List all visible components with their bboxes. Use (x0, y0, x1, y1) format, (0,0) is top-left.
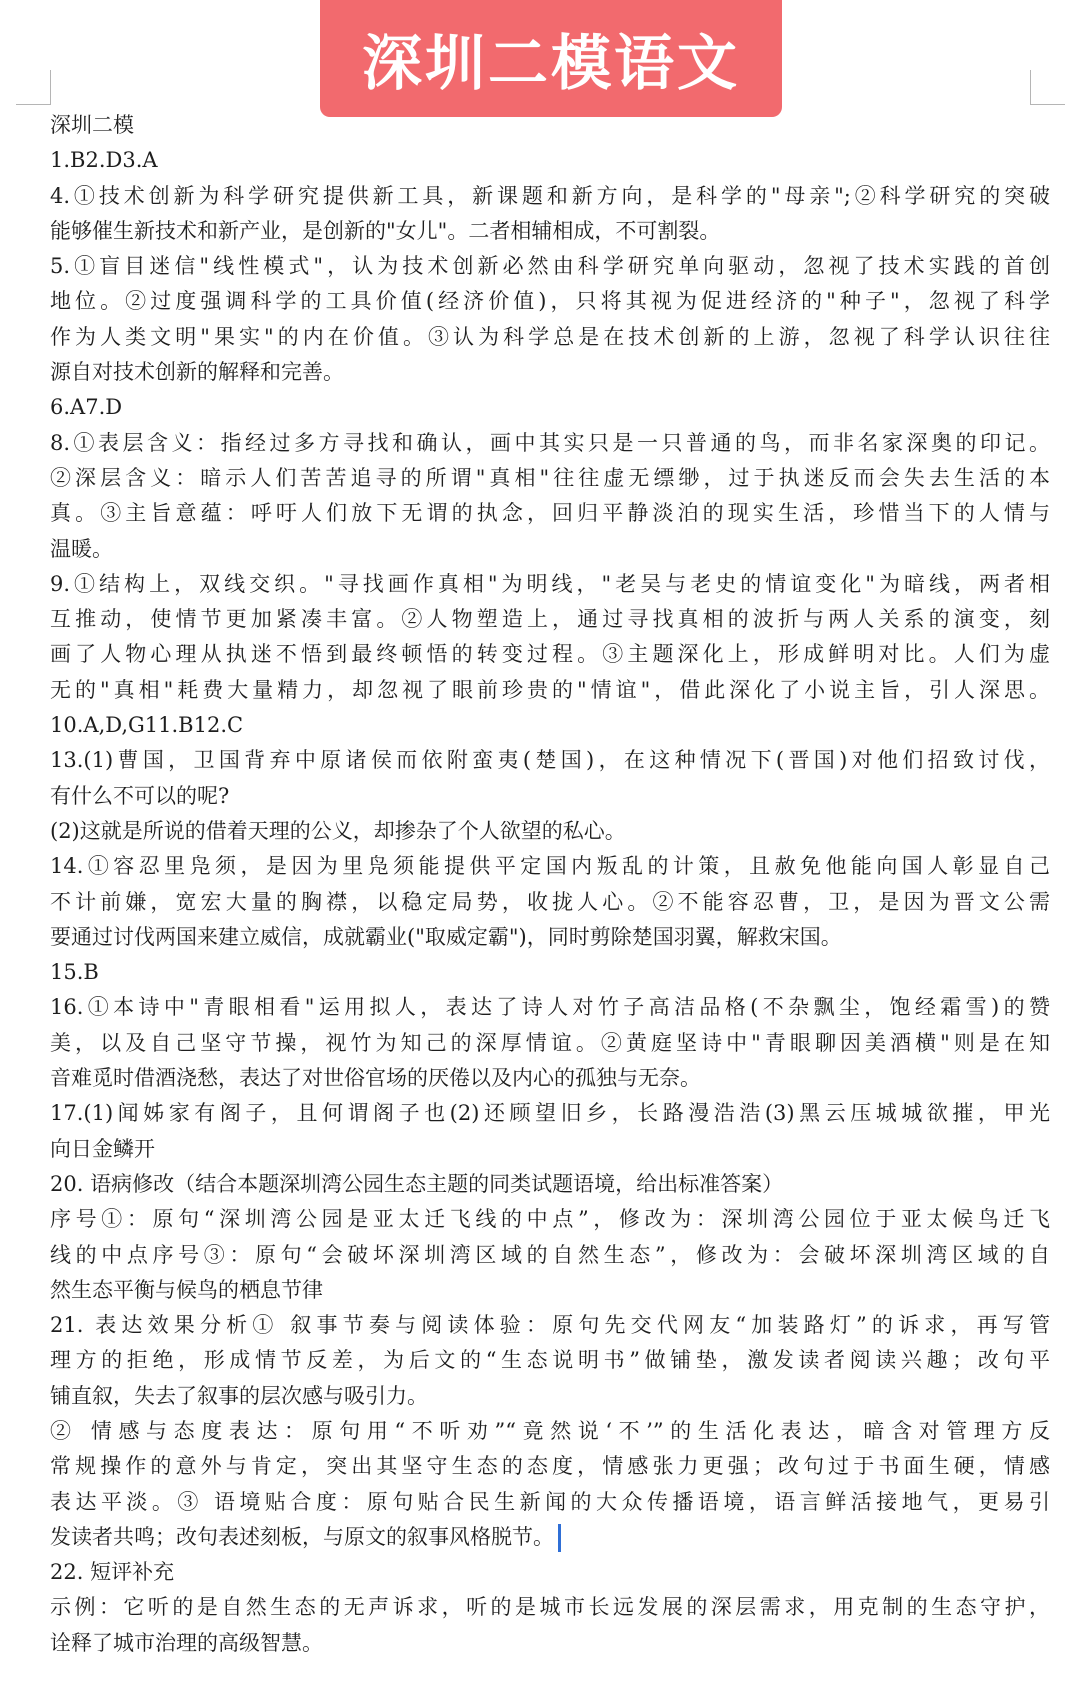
text-line (50, 1061, 1050, 1096)
text-line-content: 无的"真相"耗费大量精力，却忽视了眼前珍贵的"情谊"，借此深化了小说主旨，引人深思。 (50, 677, 1050, 702)
text-line (50, 1379, 1050, 1414)
text-line-content: 15.B (50, 960, 99, 985)
text-line (50, 320, 1050, 355)
text-line (50, 1026, 1050, 1061)
text-line (50, 1308, 1050, 1343)
text-line-content: 21. 表达效果分析① 叙事节奏与阅读体验：原句先交代网友“加装路灯”的诉求，再写管 (50, 1313, 1050, 1338)
text-line (50, 1273, 1050, 1308)
text-line-content: 1.B2.D3.A (50, 148, 158, 173)
text-line-content: 温暖。 (50, 536, 113, 561)
text-line (50, 249, 1050, 284)
text-line-content: 音难觅时借酒浇愁，表达了对世俗官场的厌倦以及内心的孤独与无奈。 (50, 1066, 701, 1091)
text-line-content: 源自对技术创新的解释和完善。 (50, 360, 344, 385)
text-line-content: 17.(1)闻姊家有阁子，且何谓阁子也(2)还顾望旧乡，长路漫浩浩(3)黑云压城城欲摧，甲光 (50, 1101, 1050, 1126)
text-line-content: (2)这就是所说的借着天理的公义，却掺杂了个人欲望的私心。 (50, 818, 626, 843)
text-line-content: 地位。②过度强调科学的工具价值(经济价值)，只将其视为促进经济的"种子"，忽视了科学 (50, 289, 1050, 314)
text-line-content: 深圳二模 (50, 113, 134, 137)
text-line (50, 708, 1050, 743)
text-line (50, 214, 1050, 249)
text-line-content: 4.①技术创新为科学研究提供新工具，新课题和新方向，是科学的"母亲";②科学研究的突破 (50, 183, 1050, 208)
text-line (50, 108, 1050, 143)
text-line (50, 143, 1050, 178)
text-line-content: 真。③主旨意蕴：呼吁人们放下无谓的执念，回归平静淡泊的现实生活，珍惜当下的人情与 (50, 501, 1050, 526)
document-body[interactable] (50, 108, 1050, 1661)
text-line-content: 22. 短评补充 (50, 1560, 175, 1585)
text-line (50, 1096, 1050, 1131)
text-line-content: ② 情感与态度表达：原句用“不听劝”“竟然说‘不’”的生活化表达，暗含对管理方反 (50, 1418, 1050, 1443)
text-line (50, 355, 1050, 390)
text-line-content: 10.A,D,G11.B12.C (50, 713, 244, 738)
text-line (50, 1520, 1050, 1555)
text-line (50, 390, 1050, 425)
text-line-content: 16.①本诗中"青眼相看"运用拟人，表达了诗人对竹子高洁品格(不杂飘尘，饱经霜雪)的赞 (50, 995, 1050, 1020)
text-line (50, 1555, 1050, 1590)
text-line-content: 能够催生新技术和新产业，是创新的"女儿"。二者相辅相成，不可割裂。 (50, 218, 721, 243)
text-line (50, 885, 1050, 920)
text-line-content: 美，以及自己坚守节操，视竹为知己的深厚情谊。②黄庭坚诗中"青眼聊因美酒横"则是在知 (50, 1030, 1050, 1055)
text-line (50, 955, 1050, 990)
text-line-content: 有什么不可以的呢? (50, 783, 230, 808)
text-line-content: 8.①表层含义：指经过多方寻找和确认，画中其实只是一只普通的鸟，而非名家深奥的印记。 (50, 430, 1050, 455)
banner-title: 深圳二模语文 (362, 28, 740, 99)
text-line-content: ②深层含义：暗示人们苦苦追寻的所谓"真相"往往虚无缥缈，过于执迷反而会失去生活的本 (50, 465, 1050, 490)
title-banner (320, 0, 782, 117)
text-line (50, 284, 1050, 319)
page-corner-mark-left (16, 70, 51, 105)
text-line (50, 426, 1050, 461)
text-line (50, 1167, 1050, 1202)
text-line-content: 然生态平衡与候鸟的栖息节律 (50, 1277, 323, 1302)
text-line (50, 567, 1050, 602)
text-line (50, 602, 1050, 637)
text-line (50, 1485, 1050, 1520)
text-line (50, 637, 1050, 672)
text-line-content: 表达平淡。③ 语境贴合度：原句贴合民生新闻的大众传播语境，语言鲜活接地气，更易引 (50, 1489, 1050, 1514)
page-corner-mark-right (1030, 70, 1065, 105)
text-line (50, 1590, 1050, 1625)
text-line (50, 920, 1050, 955)
text-line (50, 179, 1050, 214)
text-cursor (558, 1524, 561, 1552)
text-line-content: 画了人物心理从执迷不悟到最终顿悟的转变过程。③主题深化上，形成鲜明对比。人们为虚 (50, 642, 1050, 667)
text-line-content: 发读者共鸣；改句表述刻板，与原文的叙事风格脱节。 (50, 1524, 554, 1549)
text-line (50, 1449, 1050, 1484)
text-line-content: 13.(1)曹国，卫国背弃中原诸侯而依附蛮夷(楚国)，在这种情况下(晋国)对他们招致讨伐， (50, 748, 1050, 773)
text-line-content: 常规操作的意外与肯定，突出其坚守生态的态度，情感张力更强；改句过于书面生硬，情感 (50, 1454, 1050, 1479)
text-line (50, 743, 1050, 778)
text-line-content: 要通过讨伐两国来建立威信，成就霸业("取威定霸")，同时剪除楚国羽翼，解救宋国。 (50, 924, 842, 949)
text-line-content: 9.①结构上，双线交织。"寻找画作真相"为明线，"老吴与老史的情谊变化"为暗线，两者相 (50, 571, 1050, 596)
text-line-content: 6.A7.D (50, 395, 123, 420)
text-line-content: 示例：它听的是自然生态的无声诉求，听的是城市长远发展的深层需求，用克制的生态守护， (50, 1595, 1050, 1620)
text-line (50, 496, 1050, 531)
text-line (50, 673, 1050, 708)
text-line-content: 互推动，使情节更加紧凑丰富。②人物塑造上，通过寻找真相的波折与两人关系的演变，刻 (50, 607, 1050, 632)
text-line (50, 849, 1050, 884)
text-line (50, 532, 1050, 567)
text-line (50, 1238, 1050, 1273)
text-line (50, 1132, 1050, 1167)
text-line-content: 理方的拒绝，形成情节反差，为后文的“生态说明书”做铺垫，激发读者阅读兴趣；改句平 (50, 1348, 1050, 1373)
text-line (50, 814, 1050, 849)
text-line-content: 5.①盲目迷信"线性模式"，认为技术创新必然由科学研究单向驱动，忽视了技术实践的首创 (50, 254, 1050, 279)
text-line (50, 1202, 1050, 1237)
text-line (50, 1343, 1050, 1378)
text-line-content: 20. 语病修改（结合本题深圳湾公园生态主题的同类试题语境，给出标准答案） (50, 1171, 784, 1196)
text-line (50, 779, 1050, 814)
text-line (50, 1414, 1050, 1449)
text-line-content: 向日金鳞开 (50, 1136, 155, 1161)
text-line-content: 不计前嫌，宽宏大量的胸襟，以稳定局势，收拢人心。②不能容忍曹，卫，是因为晋文公需 (50, 889, 1050, 914)
text-line-content: 作为人类文明"果实"的内在价值。③认为科学总是在技术创新的上游，忽视了科学认识往往 (50, 324, 1050, 349)
text-line (50, 461, 1050, 496)
text-line (50, 1626, 1050, 1661)
text-line-content: 14.①容忍里凫须，是因为里凫须能提供平定国内叛乱的计策，且赦免他能向国人彰显自己 (50, 854, 1050, 879)
text-line-content: 铺直叙，失去了叙事的层次感与吸引力。 (50, 1383, 428, 1408)
text-line-content: 线的中点序号③：原句“会破坏深圳湾区域的自然生态”，修改为：会破坏深圳湾区域的自 (50, 1242, 1050, 1267)
text-line-content: 诠释了城市治理的高级智慧。 (50, 1630, 323, 1655)
text-line (50, 990, 1050, 1025)
text-line-content: 序号①：原句“深圳湾公园是亚太迁飞线的中点”，修改为：深圳湾公园位于亚太候鸟迁飞 (50, 1207, 1050, 1232)
